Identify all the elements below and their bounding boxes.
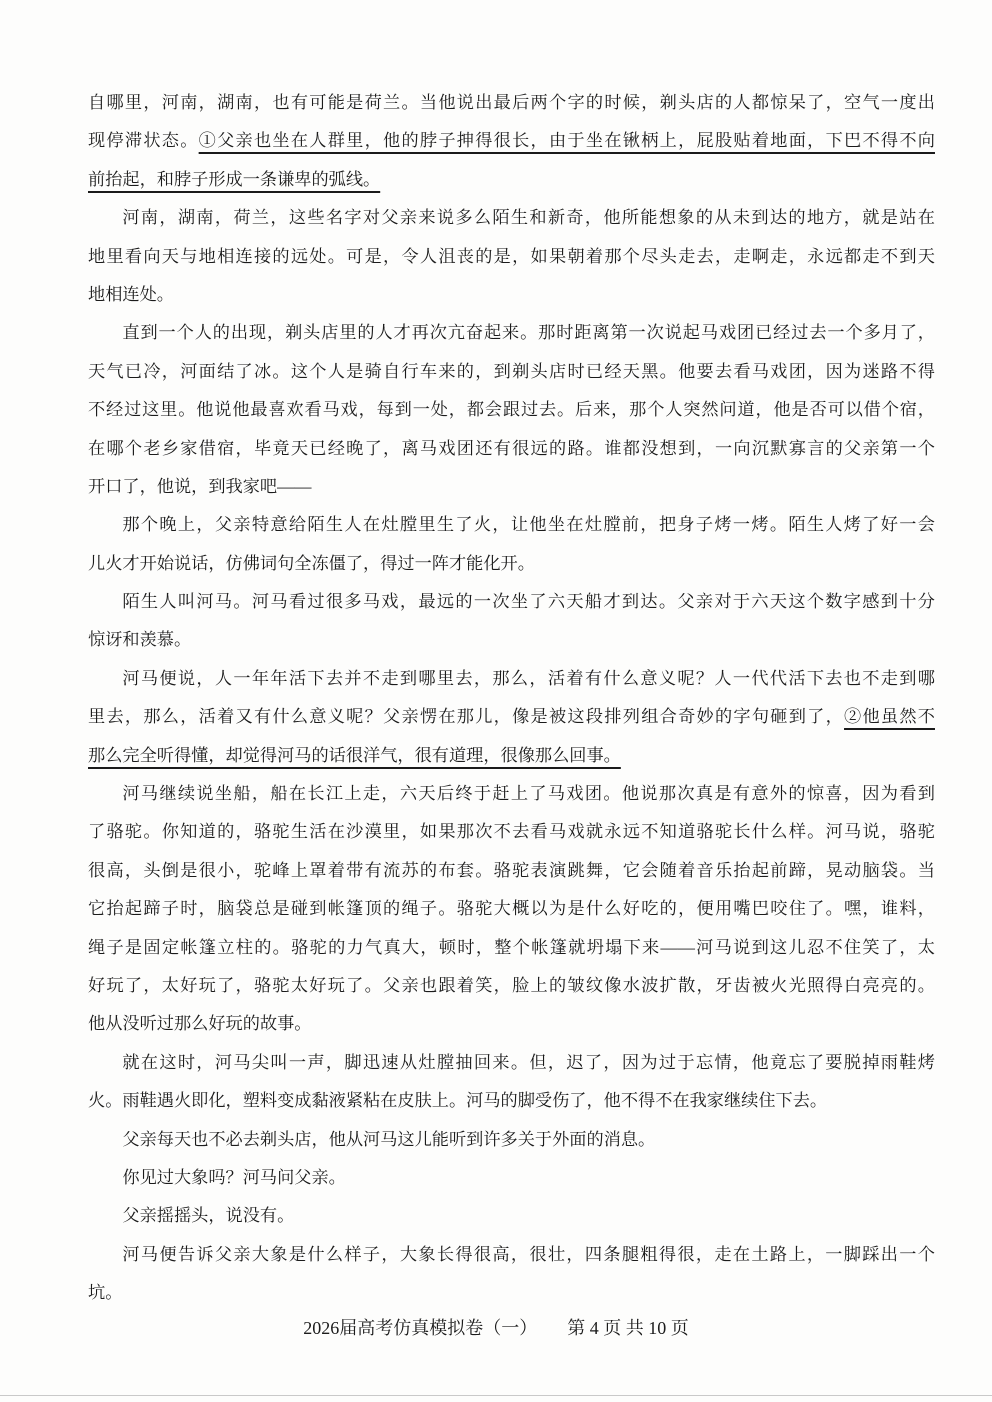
text-line — [88, 698, 935, 736]
text-segment: 就在这时，河马尖叫一声，脚迅速从灶膛抽回来。但，迟了，因为过于忘情，他竟忘了要脱掉雨鞋烤 — [122, 1052, 935, 1072]
underlined-text-segment: ①父亲也坐在人群里，他的脖子抻得很长，由于坐在锹柄上，屁股贴着地面，下巴不得不向 — [198, 131, 935, 151]
paragraph — [88, 775, 935, 1044]
footer-exam-title: 2026届高考仿真模拟卷（一） — [303, 1318, 538, 1338]
text-segment: 那个晚上，父亲特意给陌生人在灶膛里生了火，让他坐在灶膛前，把身子烤一烤。陌生人烤了好一会 — [122, 515, 935, 535]
text-segment: 它抬起蹄子时，脑袋总是碰到帐篷顶的绳子。骆驼大概以为是什么好吃的，便用嘴巴咬住了。嘿，谁料， — [88, 899, 935, 919]
text-line — [88, 199, 935, 237]
text-segment: 他从没听过那么好玩的故事。 — [88, 1014, 312, 1034]
paragraph — [88, 583, 935, 660]
text-segment: 绳子是固定帐篷立柱的。骆驼的力气真大，顿时，整个帐篷就坍塌下来——河马说到这儿忍不住笑了，太 — [88, 937, 935, 957]
paragraph — [88, 506, 935, 583]
text-segment: 里去，那么，活着又有什么意义呢？父亲愣在那儿，像是被这段排列组合奇妙的字句砸到了， — [88, 707, 845, 727]
paragraph — [88, 660, 935, 775]
text-line — [88, 1121, 935, 1159]
text-segment: 河马便说，人一年年活下去并不走到哪里去，那么，活着有什么意义呢？人一代代活下去也不走到哪 — [122, 668, 935, 688]
text-segment: 地里看向天与地相连接的远处。可是，令人沮丧的是，如果朝着那个尽头走去，走啊走，永远都走不到天 — [88, 246, 935, 266]
text-segment: 在哪个老乡家借宿，毕竟天已经晚了，离马戏团还有很远的路。谁都没想到，一向沉默寡言的父亲第一个 — [88, 438, 935, 458]
text-line — [88, 353, 935, 391]
text-line — [88, 621, 935, 659]
text-line — [88, 161, 935, 199]
paragraph — [88, 1197, 935, 1235]
text-line — [88, 813, 935, 851]
text-line — [88, 545, 935, 583]
text-line — [88, 1005, 935, 1043]
text-line — [88, 122, 935, 160]
underlined-text-segment: 那么完全听得懂，却觉得河马的话很洋气，很有道理，很像那么回事。 — [88, 745, 621, 765]
footer-page-info: 第 4 页 共 10 页 — [567, 1318, 689, 1338]
text-line — [88, 391, 935, 429]
text-line — [88, 737, 935, 775]
text-segment: 现停滞状态。 — [88, 131, 199, 151]
text-segment: 河马便告诉父亲大象是什么样子，大象长得很高，很壮，四条腿粗得很，走在土路上，一脚踩出一个 — [122, 1244, 935, 1264]
underlined-text-segment: ②他虽然不 — [844, 707, 935, 727]
paragraph — [88, 1044, 935, 1121]
text-line — [88, 506, 935, 544]
paragraph — [88, 1159, 935, 1197]
page-footer — [0, 1310, 992, 1346]
passage-text — [88, 84, 935, 1313]
text-line — [88, 1159, 935, 1197]
text-line — [88, 84, 935, 122]
text-segment: 很高，头倒是很小，驼峰上罩着带有流苏的布套。骆驼表演跳舞，它会随着音乐抬起前蹄，晃动脑袋。当 — [88, 860, 935, 880]
text-segment: 父亲摇摇头，说没有。 — [122, 1206, 295, 1226]
text-line — [88, 852, 935, 890]
text-segment: 儿火才开始说话，仿佛词句全冻僵了，得过一阵才能化开。 — [88, 553, 535, 573]
text-segment: 天气已冷，河面结了冰。这个人是骑自行车来的，到剃头店时已经天黑。他要去看马戏团，因为迷路不得 — [88, 361, 935, 381]
text-line — [88, 276, 935, 314]
text-segment: 河南，湖南，荷兰，这些名字对父亲来说多么陌生和新奇，他所能想象的从未到达的地方，就是站在 — [122, 208, 935, 228]
text-segment: 自哪里，河南，湖南，也有可能是荷兰。当他说出最后两个字的时候，剃头店的人都惊呆了，空气一度出 — [88, 93, 935, 112]
paragraph — [88, 84, 935, 199]
text-line — [88, 314, 935, 352]
text-line — [88, 1044, 935, 1082]
text-line — [88, 929, 935, 967]
text-segment: 坑。 — [88, 1283, 123, 1303]
text-segment: 父亲每天也不必去剃头店，他从河马这儿能听到许多关于外面的消息。 — [122, 1129, 656, 1149]
paragraph — [88, 1236, 935, 1313]
scan-artifact-line — [0, 1395, 992, 1396]
text-segment: 火。雨鞋遇火即化，塑料变成黏液紧粘在皮肤上。河马的脚受伤了，他不得不在我家继续住下去。 — [88, 1091, 828, 1111]
text-line — [88, 430, 935, 468]
text-segment: 直到一个人的出现，剃头店里的人才再次亢奋起来。那时距离第一次说起马戏团已经过去一个多月了， — [122, 323, 935, 343]
text-segment: 陌生人叫河马。河马看过很多马戏，最远的一次坐了六天船才到达。父亲对于六天这个数字感到十分 — [122, 592, 935, 612]
text-line — [88, 775, 935, 813]
text-line — [88, 468, 935, 506]
paragraph — [88, 199, 935, 314]
text-line — [88, 890, 935, 928]
text-line — [88, 1274, 935, 1312]
text-line — [88, 967, 935, 1005]
text-line — [88, 1082, 935, 1120]
text-line — [88, 238, 935, 276]
text-line — [88, 583, 935, 621]
paragraph — [88, 1121, 935, 1159]
text-segment: 地相连处。 — [88, 284, 174, 304]
text-line — [88, 1236, 935, 1274]
text-segment: 你见过大象吗？河马问父亲。 — [122, 1167, 346, 1187]
text-line — [88, 1197, 935, 1235]
text-segment: 开口了，他说，到我家吧—— — [88, 476, 312, 496]
text-segment: 了骆驼。你知道的，骆驼生活在沙漠里，如果那次不去看马戏就永远不知道骆驼长什么样。河马说，骆驼 — [88, 822, 935, 842]
underlined-text-segment: 前抬起，和脖子形成一条谦卑的弧线。 — [88, 169, 381, 189]
text-segment: 河马继续说坐船，船在长江上走，六天后终于赶上了马戏团。他说那次真是有意外的惊喜，因为看到 — [122, 784, 935, 804]
text-segment: 不经过这里。他说他最喜欢看马戏，每到一处，都会跟过去。后来，那个人突然问道，他是否可以借个宿， — [88, 400, 935, 420]
text-segment: 惊讶和羡慕。 — [88, 630, 192, 650]
text-line — [88, 660, 935, 698]
paragraph — [88, 314, 935, 506]
text-segment: 好玩了，太好玩了，骆驼太好玩了。父亲也跟着笑，脸上的皱纹像水波扩散，牙齿被火光照得白亮亮的。 — [88, 975, 935, 995]
